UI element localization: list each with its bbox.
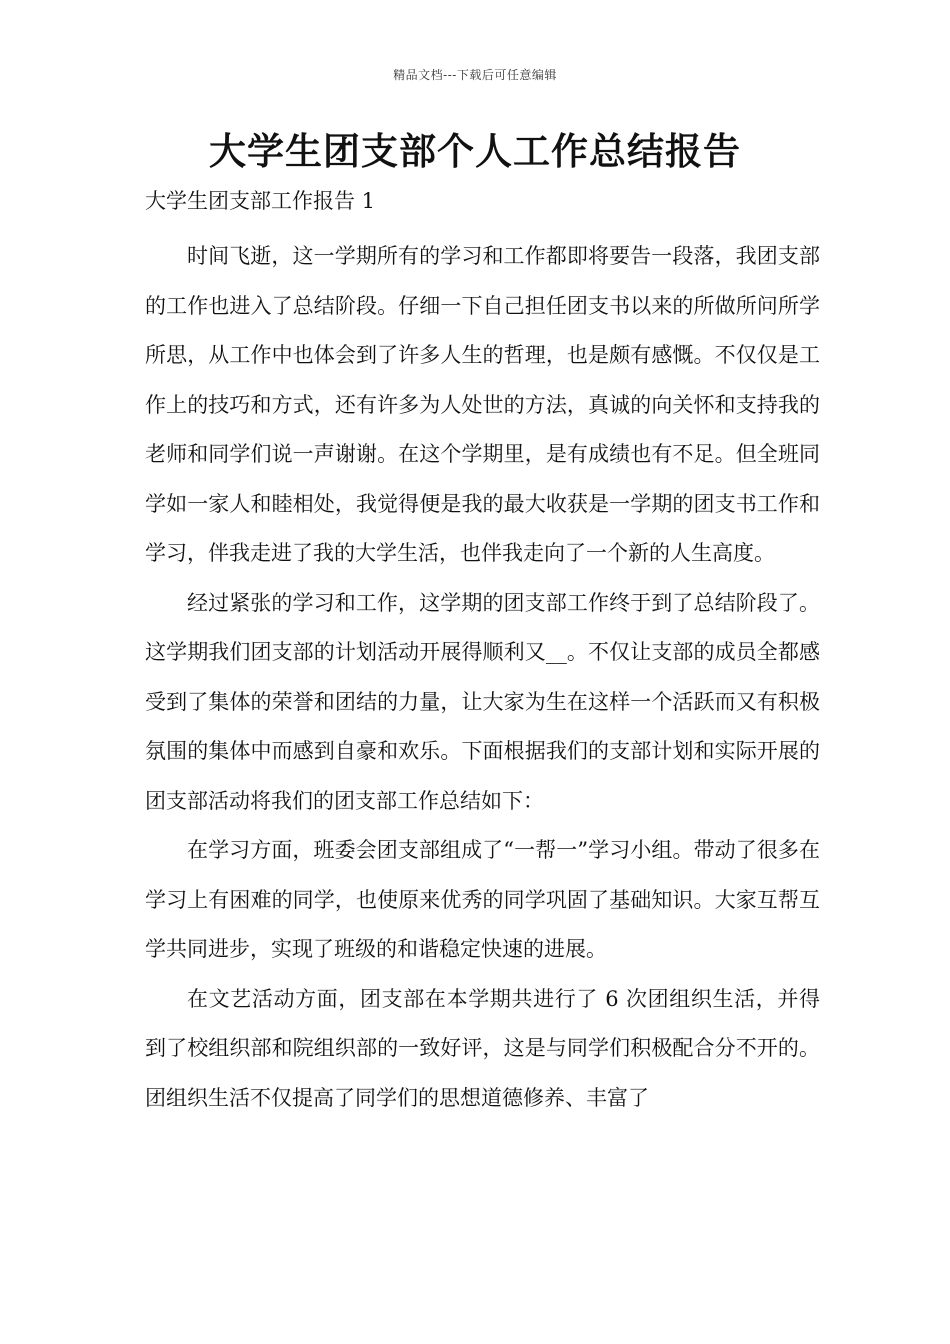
paragraph: 时间飞逝，这一学期所有的学习和工作都即将要告一段落，我团支部的工作也进入了总结阶段。仔细一下自己担任团支书以来的所做所问所学所思，从工作中也体会到了许多人生的哲理，也是颇有感慨。不仅仅是工作上的技巧和方式，还有许多为人处世的方法，真诚的向关怀和支持我的老师和同学们说一声谢谢。在这个学期里，是有成绩也有不足。但全班同学如一家人和睦相处，我觉得便是我的最大收获是一学期的团支书工作和学习，伴我走进了我的大学生活，也伴我走向了一个新的人生高度。 xyxy=(145,244,820,565)
document-subtitle: 大学生团支部工作报告 1 xyxy=(145,189,376,213)
document-body xyxy=(145,232,820,1123)
header-note: 精品文档---下载后可任意编辑 xyxy=(393,68,557,82)
document-title: 大学生团支部个人工作总结报告 xyxy=(209,130,741,173)
paragraph: 在文艺活动方面，团支部在本学期共进行了 6 次团组织生活，并得到了校组织部和院组织部的一致好评，这是与同学们积极配合分不开的。团组织生活不仅提高了同学们的思想道德修养、丰富了 xyxy=(145,986,820,1110)
paragraph: 在学习方面，班委会团支部组成了“一帮一”学习小组。带动了很多在学习上有困难的同学，也使原来优秀的同学巩固了基础知识。大家互帮互学共同进步，实现了班级的和谐稳定快速的进展。 xyxy=(145,838,820,961)
paragraph: 经过紧张的学习和工作，这学期的团支部工作终于到了总结阶段了。这学期我们团支部的计划活动开展得顺利又__。不仅让支部的成员全都感受到了集体的荣誉和团结的力量，让大家为生在这样一个活跃而又有积极氛围的集体中而感到自豪和欢乐。下面根据我们的支部计划和实际开展的团支部活动将我们的团支部工作总结如下： xyxy=(145,590,820,813)
